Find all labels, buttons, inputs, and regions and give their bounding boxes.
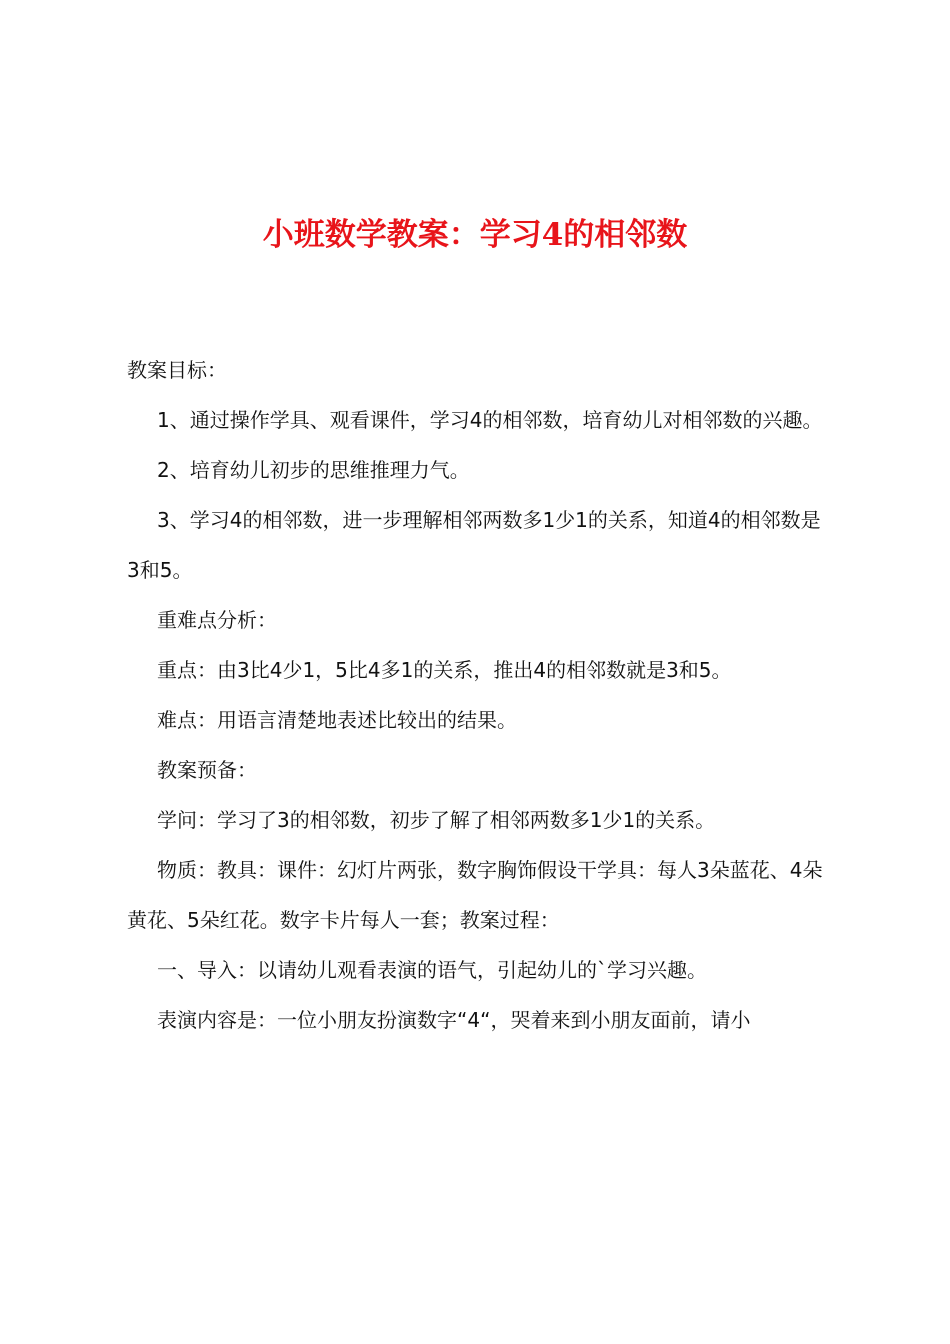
paragraph-objective-2: 2、培育幼儿初步的思维推理力气。: [157, 458, 470, 482]
paragraph-performance: 表演内容是：一位小朋友扮演数字“4“，哭着来到小朋友面前，请小: [157, 1008, 751, 1032]
document-title: 小班数学教案：学习4的相邻数: [262, 217, 688, 253]
paragraph-introduction: 一、导入：以请幼儿观看表演的语气，引起幼儿的`学习兴趣。: [157, 958, 707, 982]
paragraph-key-points-heading: 重难点分析：: [157, 608, 277, 632]
paragraph-materials-prep: 物质：教具：课件：幻灯片两张，数字胸饰假设干学具：每人3朵蓝花、4朵黄花、5朵红花。数字卡片每人一套；教案过程：: [127, 858, 823, 932]
paragraph-preparation-heading: 教案预备：: [157, 758, 257, 782]
paragraph-objective-1: 1、通过操作学具、观看课件，学习4的相邻数，培育幼儿对相邻数的兴趣。: [157, 408, 823, 432]
paragraph-knowledge-prep: 学问：学习了3的相邻数，初步了解了相邻两数多1少1的关系。: [157, 808, 716, 832]
document-body: [127, 345, 833, 1045]
paragraph-objective-3: 3、学习4的相邻数，进一步理解相邻两数多1少1的关系，知道4的相邻数是3和5。: [127, 508, 821, 582]
paragraph-difficulty: 难点：用语言清楚地表述比较出的结果。: [157, 708, 517, 732]
paragraph-key-point: 重点：由3比4少1，5比4多1的关系，推出4的相邻数就是3和5。: [157, 658, 732, 682]
paragraph-objectives-heading: 教案目标：: [127, 358, 227, 382]
